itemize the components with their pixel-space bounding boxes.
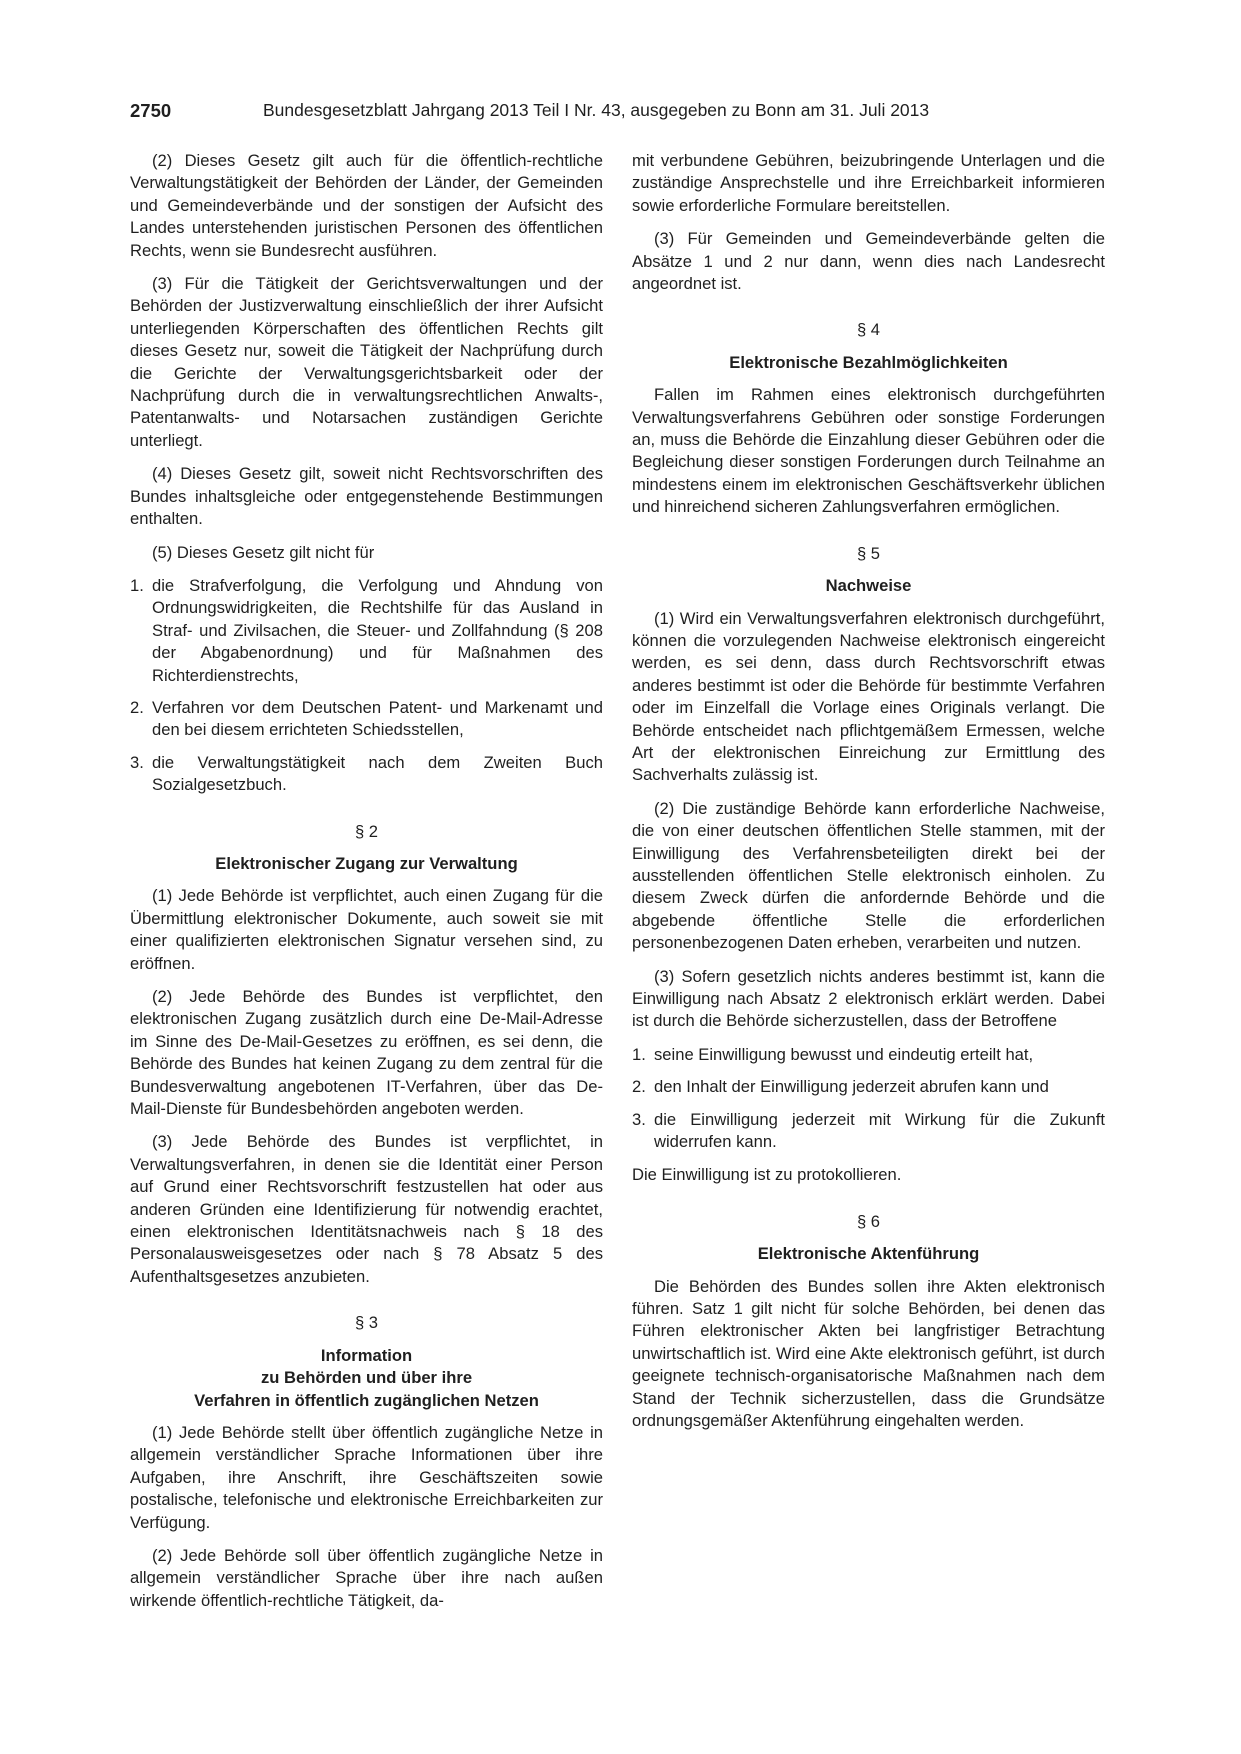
section-sign: § 2 bbox=[354, 821, 379, 841]
paragraph: (3) Für die Tätigkeit der Gerichtsverwaltungen und der Behörden der Justizverwaltung einschließlich der ihrer Aufsicht unterliegenden Körperschaften des öffentlichen Rechts gilt dieses Gesetz nur, soweit die Tätigkeit der Nachprüfung durch die Gerichte der Verwaltungsgerichtsbarkeit oder der Nachprüfung durch die in verwaltungsrechtlichen Anwalts-, Patentanwalts- und Notarsachen zuständigen Gerichte unterliegt. bbox=[130, 274, 603, 450]
paragraph: (2) Dieses Gesetz gilt auch für die öffentlich-rechtliche Verwaltungstätigkeit der Behörden der Länder, der Gemeinden und Gemeindeverbände und der sonstigen der Aufsicht des Landes unterstehenden juristischen Personen des öffentlichen Rechts, wenn sie Bundesrecht ausführen. bbox=[130, 151, 603, 260]
list-number: 3. bbox=[130, 752, 144, 772]
section-title-line: Verfahren in öffentlich zugänglichen Netzen bbox=[194, 1390, 539, 1410]
section-title-line: zu Behörden und über ihre bbox=[260, 1368, 473, 1388]
section-title: Elektronischer Zugang zur Verwaltung bbox=[215, 853, 518, 873]
section-title bbox=[130, 1345, 603, 1412]
list-number: 3. bbox=[632, 1109, 646, 1129]
section-title-line: Information bbox=[320, 1345, 413, 1365]
paragraph: Fallen im Rahmen eines elektronisch durchgeführten Verwaltungsverfahrens Gebühren oder sonstige Forderungen an, muss die Behörde die Einzahlung dieser Gebühren oder die Begleichung dieser sonstigen Forderungen durch Teilnahme an mindestens einem im elektronischen Geschäftsverkehr üblichen und hinreichend sicheren Zahlungsverfahren ermöglichen. bbox=[632, 385, 1105, 517]
paragraph: (3) Sofern gesetzlich nichts anderes bestimmt ist, kann die Einwilligung nach Absatz 2 elektronisch erklärt werden. Dabei ist durch die Behörde sicherzustellen, dass der Betroffene bbox=[632, 966, 1105, 1031]
section-title: Elektronische Aktenführung bbox=[757, 1244, 980, 1264]
paragraph: (3) Jede Behörde des Bundes ist verpflichtet, in Verwaltungsverfahren, in denen sie die Identität einer Person auf Grund einer Rechtsvorschrift festzustellen hat oder aus anderen Gründen eine Identifizierung für notwendig erachtet, einen elektronischen Identitätsnachweis nach § 18 des Personalausweisgesetzes oder nach § 78 Absatz 5 des Aufenthaltsgesetzes anzubieten. bbox=[130, 1132, 603, 1286]
left-column bbox=[130, 150, 603, 1623]
right-column bbox=[632, 150, 1105, 1444]
section-sign: § 3 bbox=[354, 1313, 379, 1333]
section-sign: § 5 bbox=[856, 543, 881, 563]
exclusion-list bbox=[130, 575, 603, 797]
paragraph: Die Einwilligung ist zu protokollieren. bbox=[632, 1165, 902, 1185]
list-text: die Strafverfolgung, die Verfolgung und Ahndung von Ordnungswidrigkeiten, die Rechtshilfe für das Ausland in Straf- und Zivilsachen, die Steuer- und Zollfahndung (§ 208 der Abgabenordnung) und für Maßnahmen des Richterdienstrechts, bbox=[152, 575, 603, 685]
paragraph: (1) Jede Behörde stellt über öffentlich zugängliche Netze in allgemein verständlicher Sprache Informationen über ihre Aufgaben, ihre Anschrift, ihre Geschäftszeiten sowie postalische, telefonische und elektronische Erreichbarkeiten zur Verfügung. bbox=[130, 1422, 603, 1532]
list-text: seine Einwilligung bewusst und eindeutig erteilt hat, bbox=[654, 1044, 1034, 1064]
section-sign: § 6 bbox=[856, 1211, 881, 1231]
list-number: 1. bbox=[130, 575, 144, 595]
list-item bbox=[632, 1044, 1105, 1066]
list-item bbox=[130, 697, 603, 742]
paragraph: (2) Die zuständige Behörde kann erforderliche Nachweise, die von einer deutschen öffentlichen Stelle stammen, mit der Einwilligung des Verfahrensbeteiligten direkt bei der ausstellenden öffentlichen Stelle elektronisch einholen. Zu diesem Zweck dürfen die anfordernde Behörde und die abgebende öffentliche Stelle die erforderlichen personenbezogenen Daten erheben, verarbeiten und nutzen. bbox=[632, 798, 1105, 953]
paragraph: (1) Wird ein Verwaltungsverfahren elektronisch durchgeführt, können die vorzulegenden Nachweise elektronisch eingereicht werden, es sei denn, dass durch Rechtsvorschrift etwas anderes bestimmt ist oder die Behörde für bestimmte Verfahren oder im Einzelfall die Vorlage eines Originals verlangt. Die Behörde entscheidet nach pflichtgemäßem Ermessen, welche Art der elektronischen Einreichung zur Ermittlung des Sachverhalts zulässig ist. bbox=[632, 608, 1105, 785]
section-sign: § 4 bbox=[856, 320, 881, 340]
list-item bbox=[632, 1109, 1105, 1154]
list-number: 2. bbox=[632, 1077, 646, 1097]
list-item bbox=[130, 575, 603, 687]
paragraph: (3) Für Gemeinden und Gemeindeverbände gelten die Absätze 1 und 2 nur dann, wenn dies nach Landesrecht angeordnet ist. bbox=[632, 229, 1105, 294]
consent-list bbox=[632, 1044, 1105, 1154]
paragraph: (5) Dieses Gesetz gilt nicht für bbox=[152, 542, 375, 562]
list-number: 2. bbox=[130, 697, 144, 717]
paragraph: (4) Dieses Gesetz gilt, soweit nicht Rechtsvorschriften des Bundes inhaltsgleiche oder entgegenstehende Bestimmungen enthalten. bbox=[130, 464, 603, 529]
list-text: den Inhalt der Einwilligung jederzeit abrufen kann und bbox=[654, 1077, 1049, 1097]
paragraph: mit verbundene Gebühren, beizubringende Unterlagen und die zuständige Ansprechstelle und ihre Erreichbarkeit informieren sowie erforderliche Formulare bereitstellen. bbox=[632, 151, 1105, 215]
section-title: Nachweise bbox=[825, 576, 912, 596]
page-number: 2750 bbox=[130, 100, 172, 121]
paragraph: (2) Jede Behörde soll über öffentlich zugängliche Netze in allgemein verständlicher Sprache über ihre nach außen wirkende öffentlich-rechtliche Tätigkeit, da- bbox=[130, 1545, 603, 1610]
list-item bbox=[130, 752, 603, 797]
paragraph: (1) Jede Behörde ist verpflichtet, auch einen Zugang für die Übermittlung elektronischer Dokumente, auch soweit sie mit einer qualifizierten elektronischen Signatur versehen sind, zu eröffnen. bbox=[130, 886, 603, 973]
list-text: die Verwaltungstätigkeit nach dem Zweiten Buch Sozialgesetzbuch. bbox=[152, 752, 603, 795]
paragraph: Die Behörden des Bundes sollen ihre Akten elektronisch führen. Satz 1 gilt nicht für solche Behörden, bei denen das Führen elektronischer Akten bei langfristiger Betrachtung unwirtschaftlich ist. Wird eine Akte elektronisch geführt, ist durch geeignete technisch-organisatorische Maßnahmen nach dem Stand der Technik sicherzustellen, dass die Grundsätze ordnungsgemäßer Aktenführung eingehalten werden. bbox=[632, 1276, 1105, 1431]
paragraph: (2) Jede Behörde des Bundes ist verpflichtet, den elektronischen Zugang zusätzlich durch eine De-Mail-Adresse im Sinne des De-Mail-Gesetzes zu eröffnen, es sei denn, die Behörde des Bundes hat keinen Zugang zu dem zentral für die Bundesverwaltung angebotenen IT-Verfahren, über das De-Mail-Dienste für Bundesbehörden angeboten werden. bbox=[130, 987, 603, 1119]
list-text: die Einwilligung jederzeit mit Wirkung für die Zukunft widerrufen kann. bbox=[654, 1109, 1105, 1152]
list-item bbox=[632, 1076, 1105, 1098]
list-text: Verfahren vor dem Deutschen Patent- und Markenamt und den bei diesem errichteten Schiedsstellen, bbox=[152, 697, 603, 740]
list-number: 1. bbox=[632, 1044, 646, 1064]
running-title: Bundesgesetzblatt Jahrgang 2013 Teil I Nr. 43, ausgegeben zu Bonn am 31. Juli 2013 bbox=[263, 100, 930, 120]
section-title: Elektronische Bezahlmöglichkeiten bbox=[729, 352, 1008, 372]
